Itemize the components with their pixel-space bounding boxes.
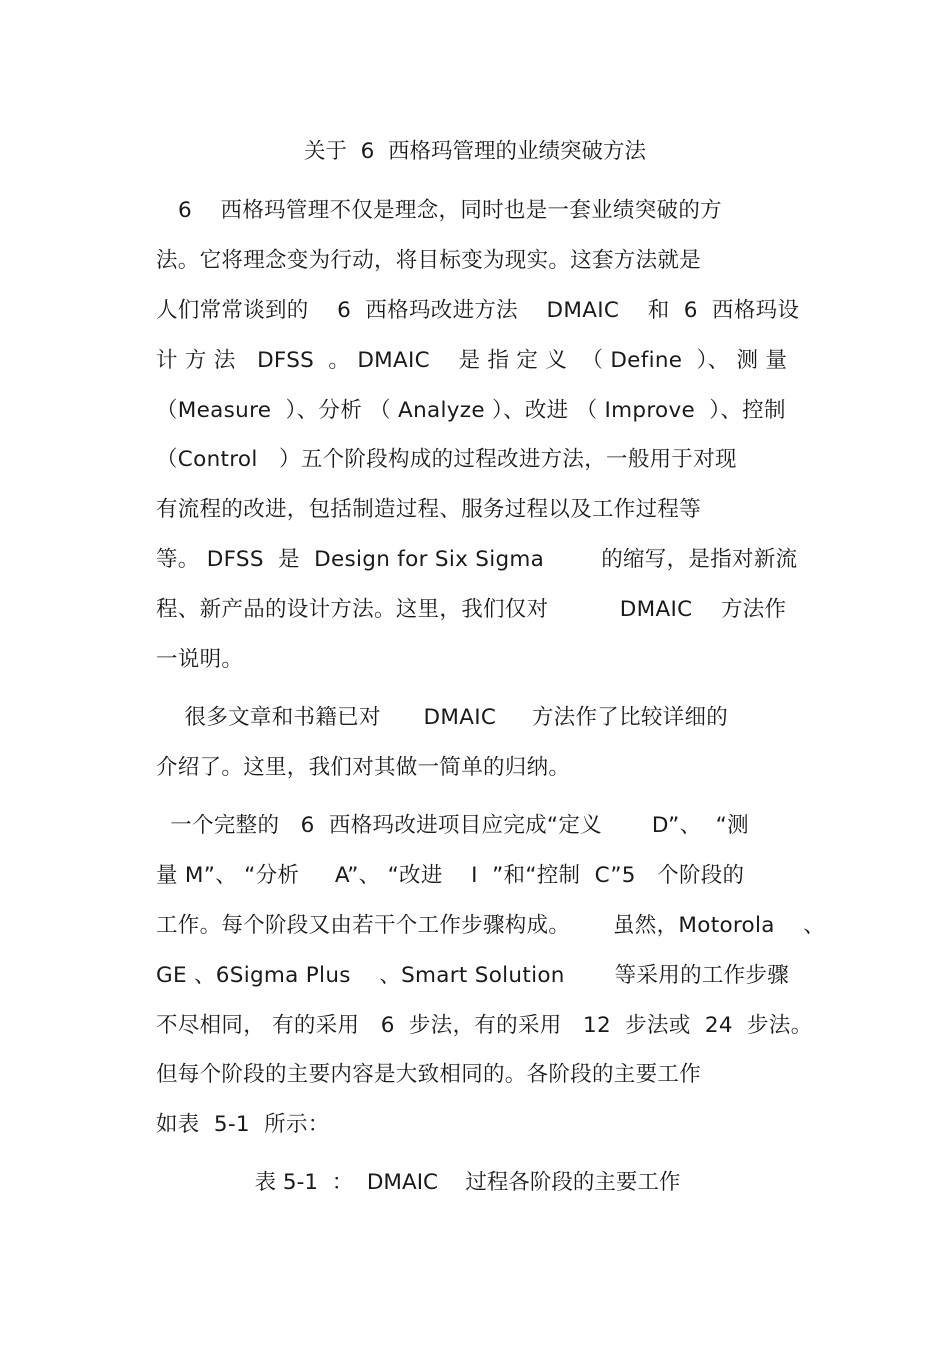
paragraph-line: （Control ）五个阶段构成的过程改进方法，一般用于对现 [156, 447, 737, 472]
paragraph-line: 6 西格玛管理不仅是理念，同时也是一套业绩突破的方 [178, 198, 722, 223]
table-caption: 表 5-1 ： DMAIC 过程各阶段的主要工作 [254, 1170, 681, 1195]
paragraph-line: 如表 5-1 所示： [156, 1112, 330, 1137]
paragraph-line: GE 、6Sigma Plus 、Smart Solution 等采用的工作步骤 [156, 963, 790, 988]
paragraph-line: 工作。每个阶段又由若干个工作步骤构成。 虽然，Motorola 、 [156, 913, 826, 938]
paragraph-line: 人们常常谈到的 6 西格玛改进方法 DMAIC 和 6 西格玛设 [156, 298, 800, 323]
paragraph-line: 很多文章和书籍已对 DMAIC 方法作了比较详细的 [156, 705, 729, 730]
paragraph-line: 等。 DFSS 是 Design for Six Sigma 的缩写，是指对新流 [156, 547, 798, 572]
paragraph-line: 不尽相同， 有的采用 6 步法，有的采用 12 步法或 24 步法。 [156, 1013, 813, 1038]
paragraph-line: 量 M”、 “分析 A”、 “改进 I ”和“控制 C”5 个阶段的 [156, 863, 745, 888]
paragraph-line: （Measure ）、分析 （ Analyze ）、改进 （ Improve ）、控制 [156, 398, 786, 423]
paragraph-line: 介绍了。这里，我们对其做一简单的归纳。 [156, 755, 571, 780]
paragraph-line: 计 方 法 DFSS 。 DMAIC 是 指 定 义 （ Define ）、 测 量 [156, 348, 788, 373]
paragraph-line: 有流程的改进，包括制造过程、服务过程以及工作过程等 [156, 497, 702, 522]
paragraph-line: 一个完整的 6 西格玛改进项目应完成“定义 D”、 “测 [156, 813, 749, 838]
document-title: 关于 6 西格玛管理的业绩突破方法 [303, 139, 647, 164]
paragraph-line: 法。它将理念变为行动，将目标变为现实。这套方法就是 [156, 248, 702, 273]
paragraph-line: 一说明。 [156, 647, 244, 672]
paragraph-line: 程、新产品的设计方法。这里，我们仅对 DMAIC 方法作 [156, 597, 787, 622]
paragraph-line: 但每个阶段的主要内容是大致相同的。各阶段的主要工作 [156, 1062, 702, 1087]
